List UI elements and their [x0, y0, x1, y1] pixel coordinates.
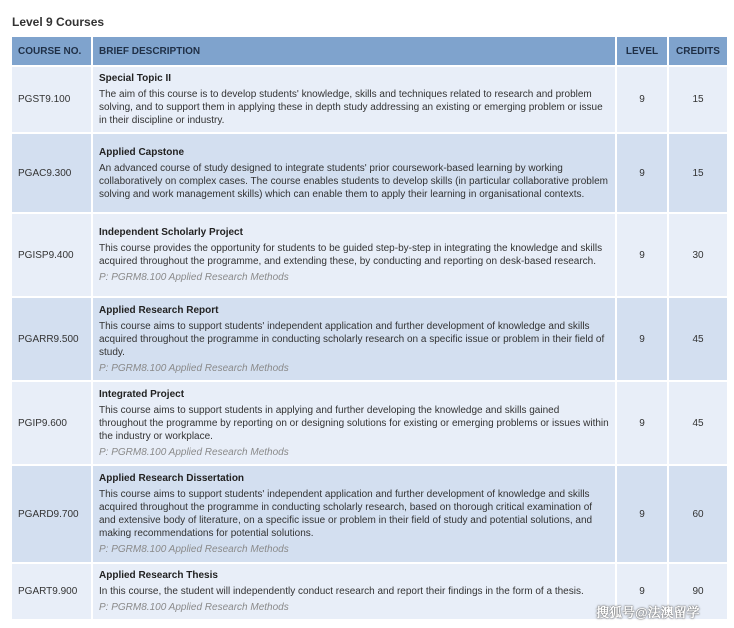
course-name: Applied Research Report — [99, 304, 219, 316]
table-row — [12, 465, 728, 563]
course-code: PGST9.100 — [12, 66, 92, 133]
table-header-row — [12, 37, 728, 66]
course-credits: 30 — [668, 213, 728, 297]
course-description-cell — [92, 133, 616, 213]
course-name: Integrated Project — [99, 388, 185, 400]
course-description-cell — [92, 381, 616, 465]
course-level: 9 — [616, 213, 668, 297]
course-level: 9 — [616, 133, 668, 213]
course-level: 9 — [616, 66, 668, 133]
course-level: 9 — [616, 465, 668, 563]
course-description-cell — [92, 66, 616, 133]
course-description: This course aims to support students' independent application and further development of knowledge and skills acquired throughout the programme in conducting scholarly research on a specific issue or problem in their field of study. — [99, 320, 605, 358]
course-code: PGISP9.400 — [12, 213, 92, 297]
header-course-no: COURSE NO. — [12, 37, 92, 66]
course-name: Applied Research Dissertation — [99, 473, 245, 484]
course-code: PGART9.900 — [12, 563, 92, 620]
course-code: PGIP9.600 — [12, 381, 92, 465]
course-prerequisite: P: PGRM8.100 Applied Research Methods — [99, 602, 289, 613]
course-description-cell — [92, 297, 616, 381]
table-row — [12, 297, 728, 381]
course-description-cell — [92, 563, 616, 620]
course-description-cell — [92, 213, 616, 297]
course-credits: 15 — [668, 133, 728, 213]
course-prerequisite: P: PGRM8.100 Applied Research Methods — [99, 362, 289, 374]
courses-table — [12, 37, 729, 621]
course-name: Independent Scholarly Project — [99, 227, 243, 238]
header-description: BRIEF DESCRIPTION — [92, 37, 616, 66]
course-level: 9 — [616, 563, 668, 620]
header-level: LEVEL — [616, 37, 668, 66]
watermark: 搜狐号@法澳留学 — [596, 605, 700, 620]
course-prerequisite: P: PGRM8.100 Applied Research Methods — [99, 446, 289, 458]
course-description: This course aims to support students in applying and further developing the knowledge and skills gained throughout the programme by reporting on or designing solutions for existing or emerging problems or issues within the industry or workplace. — [99, 404, 609, 442]
course-description: In this course, the student will independently conduct research and report their findings in the form of a thesis. — [99, 586, 584, 597]
course-code: PGARR9.500 — [12, 297, 92, 381]
course-name: Special Topic II — [99, 73, 172, 84]
course-credits: 90 — [668, 563, 728, 620]
course-prerequisite: P: PGRM8.100 Applied Research Methods — [99, 544, 289, 555]
section-title: Level 9 Courses — [12, 15, 105, 29]
course-name: Applied Research Thesis — [99, 570, 218, 581]
course-description: This course provides the opportunity for students to be guided step-by-step in integrating the knowledge and skills acquired throughout the programme, and extending these, by conducting and reporting on desk-based research. — [99, 243, 603, 267]
course-credits: 45 — [668, 297, 728, 381]
course-description: An advanced course of study designed to integrate students' prior coursework-based learning by working collaboratively on complex cases. The course enables students to develop skills (in particular collaborative problem solving and work management skills) which can enable them to apply their learning in organisational contexts. — [99, 162, 608, 200]
table-row — [12, 213, 728, 297]
table-row — [12, 381, 728, 465]
course-prerequisite: P: PGRM8.100 Applied Research Methods — [99, 272, 289, 283]
table-row — [12, 133, 728, 213]
course-level: 9 — [616, 381, 668, 465]
course-level: 9 — [616, 297, 668, 381]
course-name: Applied Capstone — [99, 146, 185, 158]
course-description: The aim of this course is to develop students' knowledge, skills and techniques related to research and problem solving, and to support them in applying these in depth study addressing an existing or emerging problem or issue in their discipline or industry. — [99, 89, 603, 126]
course-credits: 15 — [668, 66, 728, 133]
table-row — [12, 66, 728, 133]
course-description: This course aims to support students' independent application and further development of knowledge and skills acquired throughout the programme in conducting scholarly research, based on thorough critical examination of and extensive body of literature, on a specific issue or problem in their field of study and potential solutions, and making recommendations for potential solutions. — [99, 489, 593, 539]
header-credits: CREDITS — [668, 37, 728, 66]
course-credits: 45 — [668, 381, 728, 465]
course-code: PGARD9.700 — [12, 465, 92, 563]
course-code: PGAC9.300 — [12, 133, 92, 213]
course-credits: 60 — [668, 465, 728, 563]
course-description-cell — [92, 465, 616, 563]
